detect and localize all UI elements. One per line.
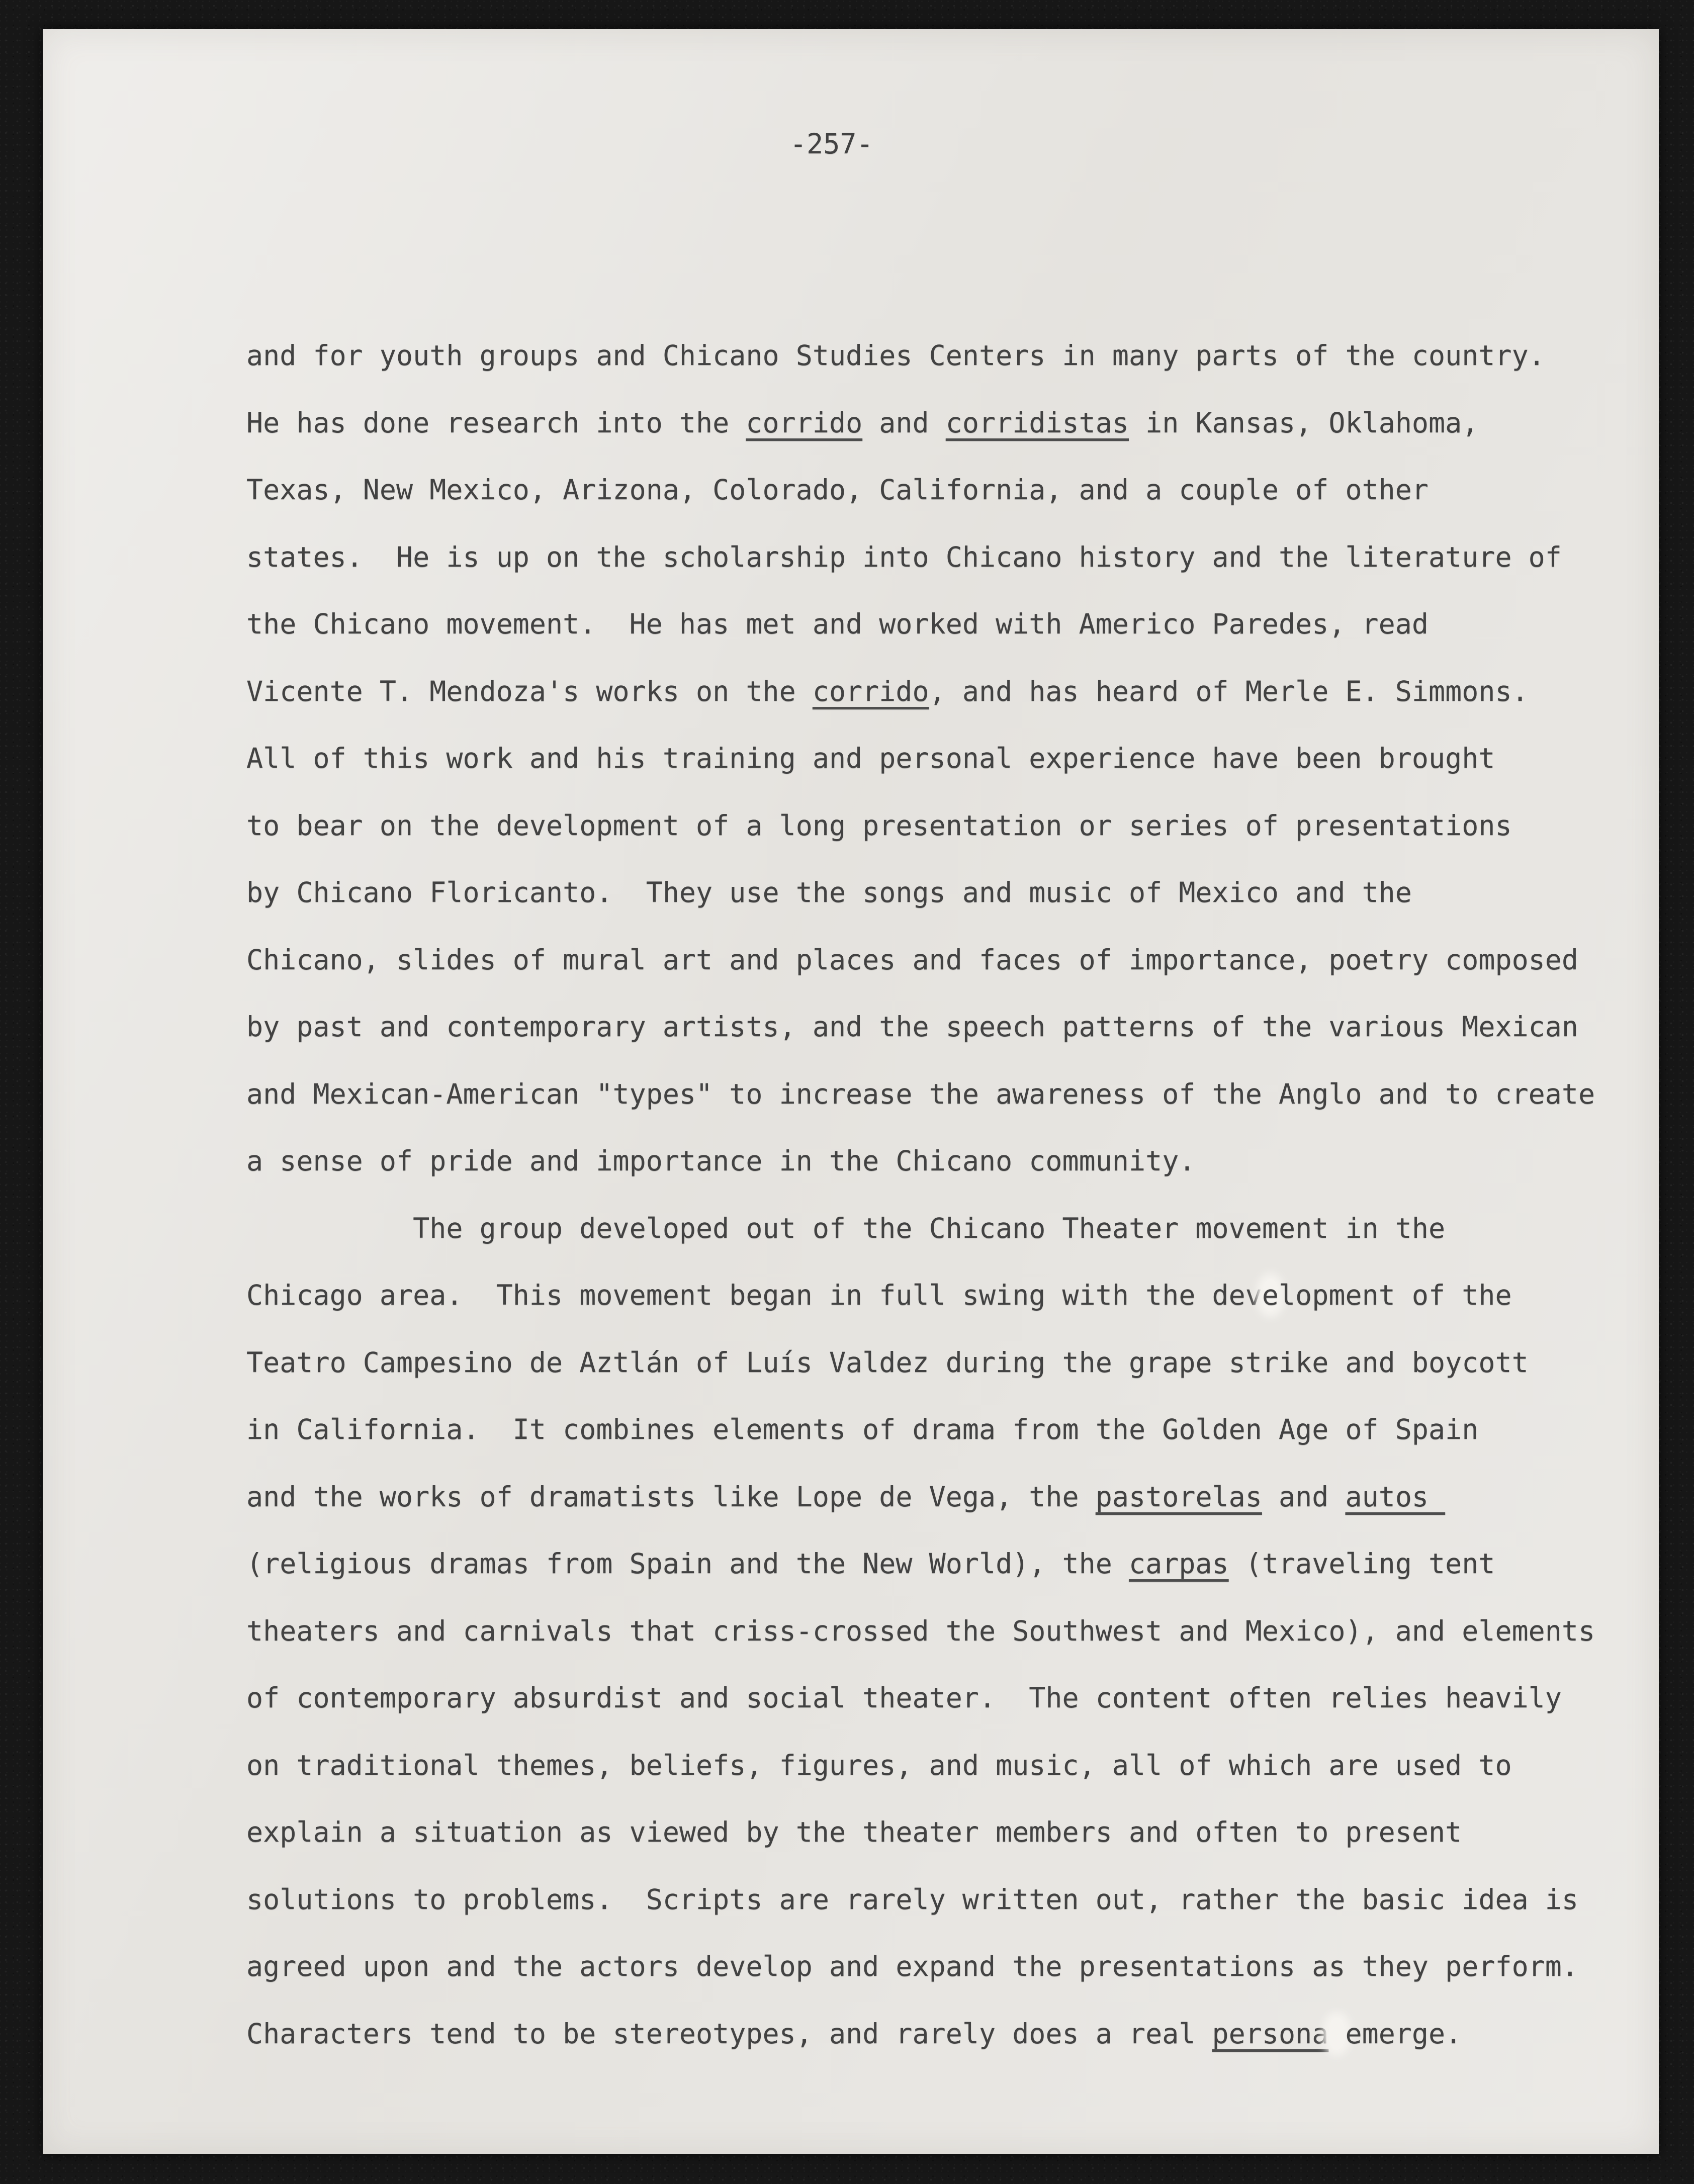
underlined-text: carpas bbox=[1128, 1548, 1229, 1580]
text-segment: solutions to problems. Scripts are rarely written out, rather the basic idea is bbox=[246, 1883, 1579, 1916]
text-segment: The group developed out of the Chicano Theater movement in the bbox=[246, 1212, 1446, 1244]
text-segment: Chicago area. This movement began in full swing with the dev bbox=[246, 1279, 1262, 1311]
text-segment: by Chicano Floricanto. They use the songs and music of Mexico and the bbox=[246, 876, 1412, 908]
text-segment: emerge. bbox=[1345, 2017, 1462, 2050]
text-line bbox=[246, 725, 1634, 792]
text-line bbox=[246, 993, 1634, 1061]
text-line bbox=[246, 1866, 1634, 1934]
text-segment: Teatro Campesino de Aztlán of Luís Valdez during the grape strike and boycott bbox=[246, 1346, 1529, 1379]
underlined-text: corrido bbox=[746, 406, 863, 439]
text-segment: a sense of pride and importance in the Chicano community. bbox=[246, 1145, 1196, 1177]
text-line bbox=[246, 859, 1634, 927]
text-segment: He has done research into the bbox=[246, 406, 746, 439]
underlined-text: corrido bbox=[812, 675, 929, 707]
whiteout-correction: e bbox=[1262, 1279, 1279, 1311]
text-line bbox=[246, 1061, 1634, 1128]
text-line bbox=[246, 2000, 1634, 2068]
text-segment: explain a situation as viewed by the theater members and often to present bbox=[246, 1816, 1462, 1848]
text-line bbox=[246, 1329, 1634, 1397]
text-line bbox=[246, 524, 1634, 591]
document-page bbox=[43, 29, 1659, 2154]
text-segment: and for youth groups and Chicano Studies Centers in many parts of the country. bbox=[246, 339, 1545, 372]
text-segment: Characters tend to be stereotypes, and rarely does a real bbox=[246, 2017, 1212, 2050]
text-segment: to bear on the development of a long presentation or series of presentations bbox=[246, 809, 1512, 842]
underlined-text: persona bbox=[1212, 2017, 1329, 2050]
text-segment: Chicano, slides of mural art and places and faces of importance, poetry composed bbox=[246, 943, 1579, 976]
underlined-text: corridistas bbox=[945, 406, 1129, 439]
text-line bbox=[246, 1128, 1634, 1195]
text-line bbox=[246, 1665, 1634, 1732]
text-segment: lopment of the bbox=[1279, 1279, 1512, 1311]
text-segment: and Mexican-American "types" to increase the awareness of the Anglo and to create bbox=[246, 1077, 1595, 1110]
text-segment: the Chicano movement. He has met and worked with Americo Paredes, read bbox=[246, 608, 1429, 640]
text-line bbox=[246, 1598, 1634, 1665]
text-line bbox=[246, 322, 1634, 390]
text-segment: Vicente T. Mendoza's works on the bbox=[246, 675, 813, 707]
text-segment: (traveling tent bbox=[1228, 1548, 1495, 1580]
text-line bbox=[246, 1530, 1634, 1598]
text-segment: of contemporary absurdist and social theater. The content often relies heavily bbox=[246, 1682, 1562, 1714]
text-line bbox=[246, 457, 1634, 524]
text-segment: in Kansas, Oklahoma, bbox=[1129, 406, 1479, 439]
text-line bbox=[246, 658, 1634, 725]
text-line bbox=[246, 1396, 1634, 1464]
underlined-text: autos bbox=[1345, 1480, 1446, 1513]
text-segment: , and has heard of Merle E. Simmons. bbox=[929, 675, 1529, 707]
text-line bbox=[246, 1464, 1634, 1531]
text-segment: Texas, New Mexico, Arizona, Colorado, California, and a couple of other bbox=[246, 474, 1429, 506]
text-line bbox=[246, 1732, 1634, 1799]
text-segment: states. He is up on the scholarship into Chicano history and the literature of bbox=[246, 540, 1562, 573]
text-line bbox=[246, 591, 1634, 658]
text-line bbox=[246, 390, 1634, 457]
underlined-text: pastorelas bbox=[1095, 1480, 1262, 1513]
text-segment: by past and contemporary artists, and the speech patterns of the various Mexican bbox=[246, 1011, 1579, 1043]
text-segment: and bbox=[1262, 1480, 1346, 1513]
text-line bbox=[246, 927, 1634, 994]
text-segment: theaters and carnivals that criss-crossed the Southwest and Mexico), and elements bbox=[246, 1614, 1595, 1647]
text-line bbox=[246, 1195, 1634, 1262]
text-line bbox=[246, 1933, 1634, 2000]
document-body bbox=[246, 322, 1634, 2067]
whiteout-correction bbox=[1328, 2018, 1345, 2050]
text-segment: in California. It combines elements of drama from the Golden Age of Spain bbox=[246, 1413, 1479, 1445]
text-segment: (religious dramas from Spain and the New World), the bbox=[246, 1548, 1129, 1580]
text-segment: and the works of dramatists like Lope de Vega, the bbox=[246, 1480, 1096, 1513]
text-segment: on traditional themes, beliefs, figures, and music, all of which are used to bbox=[246, 1749, 1512, 1781]
text-line bbox=[246, 1799, 1634, 1866]
text-line bbox=[246, 792, 1634, 860]
text-line bbox=[246, 1262, 1634, 1329]
text-segment: agreed upon and the actors develop and expand the presentations as they perform. bbox=[246, 1950, 1579, 1982]
text-segment: and bbox=[862, 406, 946, 439]
page-number: -257- bbox=[790, 128, 873, 160]
text-segment: All of this work and his training and personal experience have been brought bbox=[246, 742, 1495, 774]
